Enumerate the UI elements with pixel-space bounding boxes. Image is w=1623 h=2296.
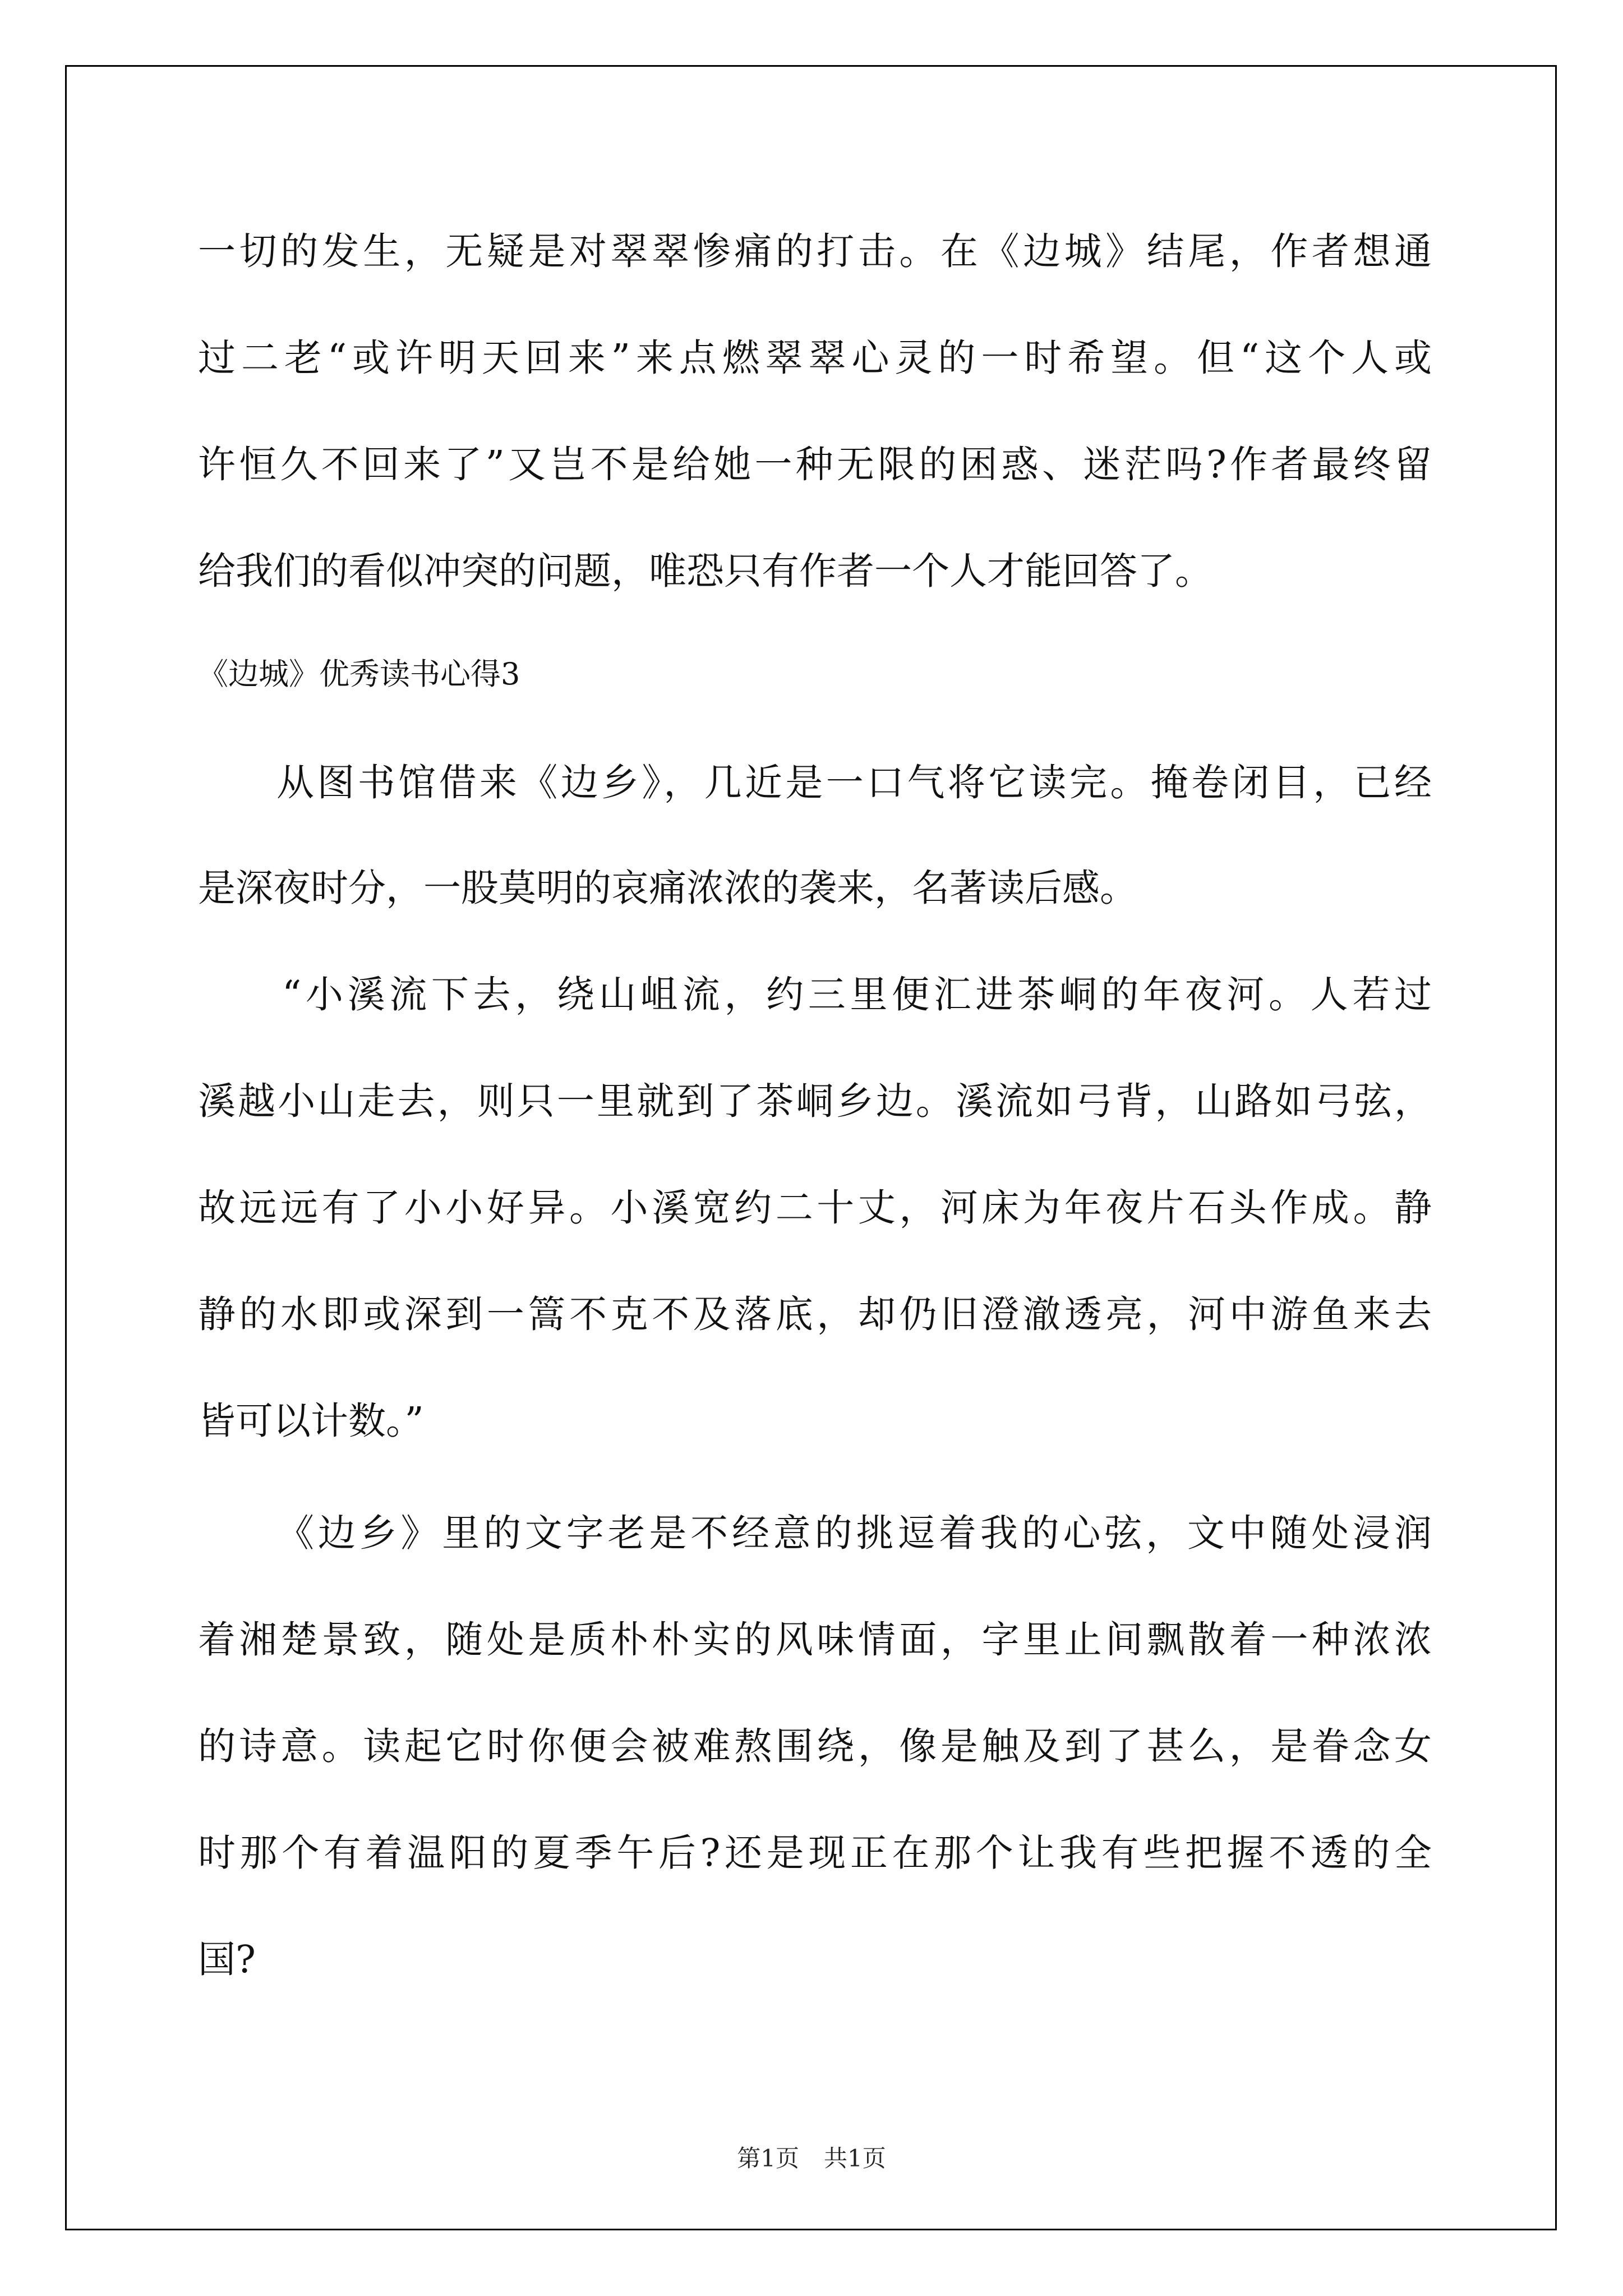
page-footer [0,2142,1623,2175]
page-number: 第1页 [737,2145,799,2172]
text-line: 国? [198,1938,256,1981]
text-line: 从图书馆借来《边乡》，几近是一口气将它读完。掩卷闭目，已经 [276,761,1432,804]
text-line: 《边乡》里的文字老是不经意的挑逗着我的心弦，文中随处浸润 [276,1511,1432,1555]
page-total: 共1页 [824,2145,886,2172]
text-line: 给我们的看似冲突的问题，唯恐只有作者一个人才能回答了。 [198,549,1212,593]
text-line: “小溪流下去，绕山岨流，约三里便汇进茶峒的年夜河。人若过 [282,973,1432,1016]
text-line: 是深夜时分，一股莫明的哀痛浓浓的袭来，名著读后感。 [198,866,1137,910]
text-line: 静的水即或深到一篙不克不及落底，却仍旧澄澈透亮，河中游鱼来去 [198,1292,1432,1336]
section-heading: 《边城》优秀读书心得3 [198,656,520,692]
text-line: 时那个有着温阳的夏季午后?还是现正在那个让我有些把握不透的全 [198,1831,1432,1875]
text-line: 故远远有了小小好异。小溪宽约二十丈，河床为年夜片石头作成。静 [198,1186,1432,1230]
text-line: 一切的发生，无疑是对翠翠惨痛的打击。在《边城》结尾，作者想通 [198,229,1432,273]
text-line: 溪越小山走去，则只一里就到了茶峒乡边。溪流如弓背，山路如弓弦， [198,1079,1432,1123]
text-line: 的诗意。读起它时你便会被难熬围绕，像是触及到了甚么，是眷念女 [198,1724,1432,1768]
page-border [65,65,1557,2230]
text-line: 皆可以计数。” [198,1399,424,1443]
text-line: 许恒久不回来了”又岂不是给她一种无限的困惑、迷茫吗?作者最终留 [198,443,1432,486]
text-line: 过二老“或许明天回来”来点燃翠翠心灵的一时希望。但“这个人或 [198,336,1432,380]
text-line: 着湘楚景致，随处是质朴朴实的风味情面，字里止间飘散着一种浓浓 [198,1618,1432,1662]
